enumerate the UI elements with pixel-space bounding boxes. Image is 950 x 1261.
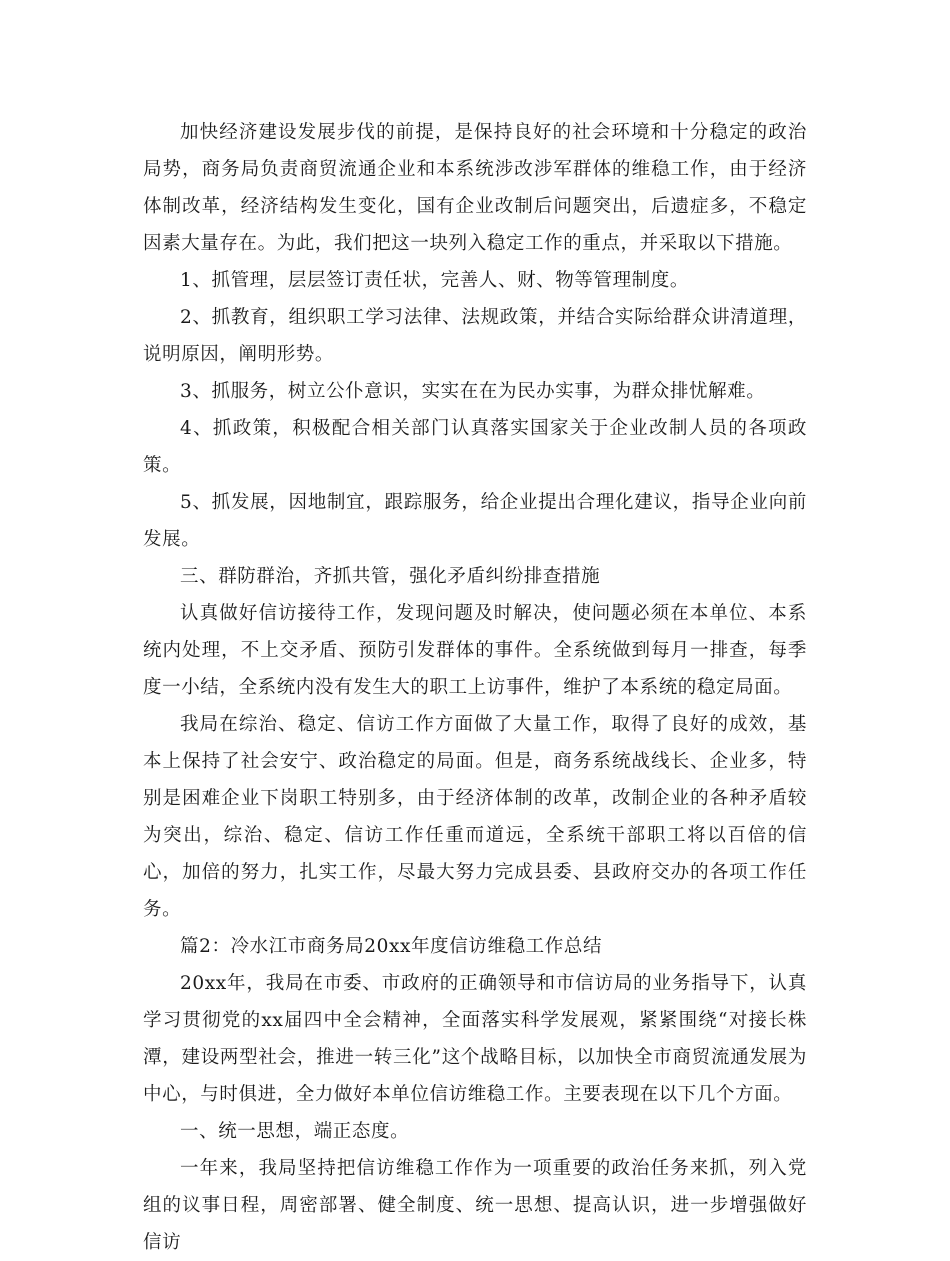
paragraph-intro: 加快经济建设发展步伐的前提，是保持良好的社会环境和十分稳定的政治局势，商务局负责商贸流通企业和本系统涉改涉军群体的维稳工作，由于经济体制改革，经济结构发生变化，国有企业改制后问题突出，后遗症多，不稳定因素大量存在。为此，我们把这一块列入稳定工作的重点，并采取以下措施。 bbox=[143, 122, 807, 254]
paragraph-item-3: 3、抓服务，树立公仆意识，实实在在为民办实事，为群众排忧解难。 bbox=[180, 381, 766, 402]
paragraph-summary: 我局在综治、稳定、信访工作方面做了大量工作，取得了良好的成效，基本上保持了社会安宁、政治稳定的局面。但是，商务系统战线长、企业多，特别是困难企业下岗职工特别多，由于经济体制的改革，改制企业的各种矛盾较为突出，综治、稳定、信访工作任重而道远，全系统干部职工将以百倍的信心，加倍的努力，扎实工作，尽最大努力完成县委、县政府交办的各项工作任务。 bbox=[143, 714, 807, 920]
document-body bbox=[143, 114, 807, 1261]
paragraph-item-5: 5、抓发展，因地制宜，跟踪服务，给企业提出合理化建议，指导企业向前发展。 bbox=[143, 492, 807, 550]
section-heading-3: 三、群防群治，齐抓共管，强化矛盾纠纷排查措施 bbox=[180, 566, 601, 587]
section-heading-1: 一、统一思想，端正态度。 bbox=[180, 1121, 410, 1142]
paragraph-article-2-intro: 20xx年，我局在市委、市政府的正确领导和市信访局的业务指导下，认真学习贯彻党的xx届四中全会精神，全面落实科学发展观，紧紧围绕“对接长株潭，建设两型社会，推进一转三化”这个战略目标，以加快全市商贸流通发展为中心，与时俱进，全力做好本单位信访维稳工作。主要表现在以下几个方面。 bbox=[143, 973, 807, 1105]
paragraph-item-4: 4、抓政策，积极配合相关部门认真落实国家关于企业改制人员的各项政策。 bbox=[143, 418, 807, 476]
paragraph-petition-reception: 认真做好信访接待工作，发现问题及时解决，使问题必须在本单位、本系统内处理，不上交矛盾、预防引发群体的事件。全系统做到每月一排查，每季度一小结，全系统内没有发生大的职工上访事件，维护了本系统的稳定局面。 bbox=[143, 603, 807, 698]
paragraph-item-1: 1、抓管理，层层签订责任状，完善人、财、物等管理制度。 bbox=[180, 270, 689, 291]
paragraph-item-2: 2、抓教育，组织职工学习法律、法规政策，并结合实际给群众讲清道理，说明原因，阐明形势。 bbox=[143, 307, 807, 365]
paragraph-year-review: 一年来，我局坚持把信访维稳工作作为一项重要的政治任务来抓，列入党组的议事日程，周密部署、健全制度、统一思想、提高认识，进一步增强做好信访 bbox=[143, 1158, 807, 1253]
article-2-title: 篇2：冷水江市商务局20xx年度信访维稳工作总结 bbox=[180, 936, 603, 957]
